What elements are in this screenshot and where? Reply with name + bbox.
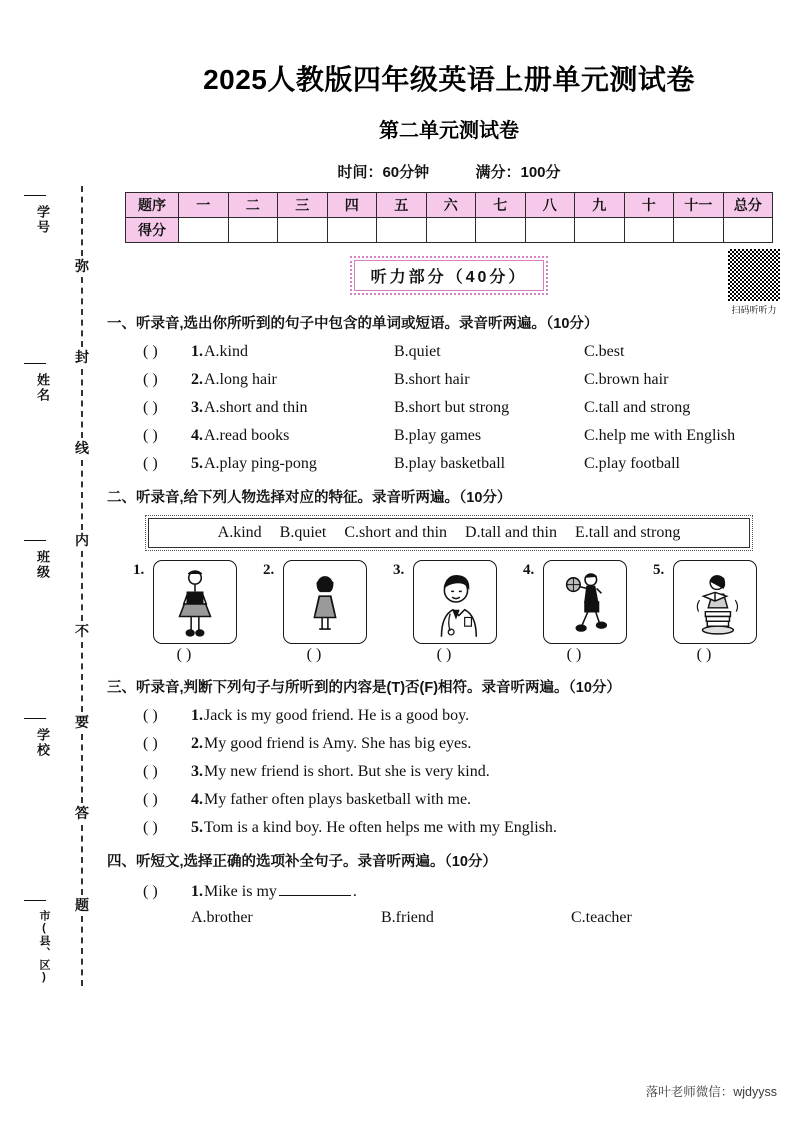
small-girl-icon <box>296 567 354 637</box>
score-col-4: 四 <box>327 193 377 218</box>
question-text-after-blank: . <box>352 883 357 901</box>
question-number: 3. <box>191 399 203 417</box>
question-number: 4. <box>191 790 203 808</box>
margin-rule <box>24 540 46 541</box>
answer-paren[interactable]: ( ) <box>143 371 158 389</box>
picture-answer-paren[interactable]: ( ) <box>436 645 452 663</box>
section-heading-3: 三、听录音,判断下列句子与所听到的内容是(T)否(F)相符。录音听两遍。（10分） <box>107 679 621 696</box>
bank-option-b[interactable]: B.quiet <box>279 523 327 541</box>
picture-index: 2. <box>263 561 275 578</box>
page-subtitle: 第二单元测试卷 <box>379 120 519 142</box>
bank-option-a[interactable]: A.kind <box>217 523 262 541</box>
margin-rule <box>24 363 46 364</box>
picture-frame <box>283 560 367 644</box>
question-row <box>105 880 793 902</box>
answer-paren[interactable]: ( ) <box>143 706 158 724</box>
question-number: 1. <box>191 883 203 901</box>
score-col-9: 九 <box>575 193 625 218</box>
seal-char: 不 <box>75 622 89 639</box>
question-row <box>105 398 793 418</box>
picture-answer-paren[interactable]: ( ) <box>306 645 322 663</box>
score-col-1: 一 <box>179 193 229 218</box>
listening-banner-row <box>105 260 793 315</box>
time-limit-label: 时间：60分钟 <box>337 164 430 181</box>
picture-item <box>133 560 253 664</box>
score-table-row-label: 得分 <box>126 218 179 243</box>
question-number: 5. <box>191 818 203 836</box>
option-a[interactable]: A.long hair <box>204 371 277 389</box>
seal-char: 答 <box>75 805 89 822</box>
score-col-3: 三 <box>278 193 328 218</box>
score-cell-10[interactable] <box>624 218 674 243</box>
score-cell-9[interactable] <box>575 218 625 243</box>
bank-option-e[interactable]: E.tall and strong <box>575 523 681 541</box>
option-a[interactable]: A.kind <box>204 343 248 361</box>
picture-item <box>523 560 643 664</box>
answer-paren[interactable]: ( ) <box>143 883 158 901</box>
question-row <box>105 762 793 782</box>
option-a[interactable]: A.brother <box>191 909 253 927</box>
answer-paren[interactable]: ( ) <box>143 734 158 752</box>
question-text: My good friend is Amy. She has big eyes. <box>204 734 472 752</box>
question-number: 1. <box>191 706 203 724</box>
answer-blank[interactable] <box>279 880 351 896</box>
option-c[interactable]: C.best <box>584 343 625 361</box>
score-cell-7[interactable] <box>476 218 526 243</box>
answer-paren[interactable]: ( ) <box>143 399 158 417</box>
footer-watermark: 落叶老师微信：wjdyyss <box>645 1085 777 1099</box>
answer-paren[interactable]: ( ) <box>143 790 158 808</box>
option-bank-box <box>148 518 750 548</box>
picture-question-row <box>133 560 793 664</box>
score-cell-6[interactable] <box>426 218 476 243</box>
margin-rule <box>24 195 46 196</box>
question-row <box>105 734 793 754</box>
margin-rule <box>24 900 46 901</box>
seal-char: 要 <box>75 714 89 731</box>
score-col-11: 十一 <box>674 193 724 218</box>
picture-index: 1. <box>133 561 145 578</box>
answer-paren[interactable]: ( ) <box>143 762 158 780</box>
question-row <box>105 342 793 362</box>
score-cell-5[interactable] <box>377 218 427 243</box>
margin-label-city-county: 市(县、区) <box>38 910 50 984</box>
listening-section-banner: 听力部分（40分） <box>354 260 545 291</box>
question-row <box>105 426 793 446</box>
score-col-8: 八 <box>525 193 575 218</box>
picture-index: 3. <box>393 561 405 578</box>
score-col-2: 二 <box>228 193 278 218</box>
option-b[interactable]: B.quiet <box>394 343 441 361</box>
score-cell-3[interactable] <box>278 218 328 243</box>
score-col-5: 五 <box>377 193 427 218</box>
answer-paren[interactable]: ( ) <box>143 343 158 361</box>
score-col-6: 六 <box>426 193 476 218</box>
option-b[interactable]: B.friend <box>381 909 434 927</box>
question-text: Tom is a kind boy. He often helps me with my English. <box>204 818 557 836</box>
seal-char: 题 <box>75 896 89 913</box>
seal-char: 弥 <box>75 257 89 274</box>
option-b[interactable]: B.play games <box>394 427 482 445</box>
question-number: 5. <box>191 455 203 473</box>
option-b[interactable]: B.short hair <box>394 371 470 389</box>
score-col-total: 总分 <box>723 193 773 218</box>
table-row <box>126 218 773 243</box>
score-col-7: 七 <box>476 193 526 218</box>
option-c[interactable]: C.brown hair <box>584 371 669 389</box>
option-b[interactable]: B.short but strong <box>394 399 510 417</box>
exam-meta <box>105 161 793 182</box>
section-heading-4: 四、听短文,选择正确的选项补全句子。录音听两遍。（10分） <box>107 853 497 870</box>
margin-label-name: 姓名 <box>35 373 50 403</box>
picture-frame <box>673 560 757 644</box>
answer-paren[interactable]: ( ) <box>143 818 158 836</box>
question-text: My new friend is short. But she is very kind. <box>204 762 490 780</box>
margin-rule <box>24 718 46 719</box>
picture-answer-paren[interactable]: ( ) <box>696 645 712 663</box>
section-heading-1: 一、听录音,选出你所听到的句子中包含的单词或短语。录音听两遍。（10分） <box>107 316 599 332</box>
question-number: 4. <box>191 427 203 445</box>
option-c[interactable]: C.help me with English <box>584 427 736 445</box>
girl-reading-book-icon <box>686 567 744 637</box>
bank-option-c[interactable]: C.short and thin <box>344 523 448 541</box>
score-col-10: 十 <box>624 193 674 218</box>
picture-answer-paren[interactable]: ( ) <box>566 645 582 663</box>
seal-char: 封 <box>75 349 89 366</box>
margin-label-student-id: 学号 <box>35 205 50 235</box>
seal-char: 线 <box>75 440 89 457</box>
exam-sheet <box>105 0 793 1122</box>
section-heading-2: 二、听录音,给下列人物选择对应的特征。录音听两遍。（10分） <box>107 490 512 507</box>
margin-label-class: 班级 <box>35 550 50 580</box>
bank-option-d[interactable]: D.tall and thin <box>465 523 557 541</box>
question-text: Jack is my good friend. He is a good boy. <box>204 706 470 724</box>
picture-item <box>653 560 773 664</box>
option-a[interactable]: A.play ping-pong <box>204 455 317 473</box>
score-cell-total[interactable] <box>723 218 773 243</box>
qr-code-icon[interactable] <box>727 248 781 302</box>
margin-label-school: 学校 <box>35 728 50 758</box>
question-row <box>105 790 793 810</box>
score-table-row-label: 题序 <box>126 193 179 218</box>
qr-caption: 扫码听听力 <box>731 305 777 315</box>
picture-index: 4. <box>523 561 535 578</box>
option-a[interactable]: A.short and thin <box>204 399 308 417</box>
picture-frame <box>543 560 627 644</box>
question-row <box>105 370 793 390</box>
picture-frame <box>153 560 237 644</box>
answer-paren[interactable]: ( ) <box>143 427 158 445</box>
option-b[interactable]: B.play basketball <box>394 455 506 473</box>
score-cell-8[interactable] <box>525 218 575 243</box>
question-row <box>105 818 793 838</box>
seal-line <box>70 186 94 986</box>
tall-thin-girl-icon <box>166 567 224 637</box>
question-row <box>105 454 793 474</box>
score-table <box>125 192 773 243</box>
score-cell-11[interactable] <box>674 218 724 243</box>
question-number: 2. <box>191 734 203 752</box>
table-row <box>126 193 773 218</box>
page-title: 2025人教版四年级英语上册单元测试卷 <box>203 64 695 95</box>
option-c[interactable]: C.play football <box>584 455 680 473</box>
total-score-label: 满分：100分 <box>475 164 561 181</box>
question-number: 3. <box>191 762 203 780</box>
score-cell-1[interactable] <box>179 218 229 243</box>
picture-item <box>393 560 513 664</box>
sub-option-row <box>105 909 793 927</box>
score-cell-4[interactable] <box>327 218 377 243</box>
score-cell-2[interactable] <box>228 218 278 243</box>
question-text-before-blank: Mike is my <box>204 883 277 901</box>
option-c[interactable]: C.teacher <box>571 909 632 927</box>
doctor-man-icon <box>426 567 484 637</box>
answer-paren[interactable]: ( ) <box>143 455 158 473</box>
qr-block[interactable] <box>723 248 785 316</box>
question-number: 1. <box>191 343 203 361</box>
basketball-player-icon <box>556 567 614 637</box>
question-text: My father often plays basketball with me. <box>204 790 472 808</box>
question-row <box>105 706 793 726</box>
picture-frame <box>413 560 497 644</box>
picture-answer-paren[interactable]: ( ) <box>176 645 192 663</box>
question-number: 2. <box>191 371 203 389</box>
seal-char: 内 <box>75 531 89 548</box>
option-c[interactable]: C.tall and strong <box>584 399 691 417</box>
left-margin-column <box>0 0 105 1122</box>
option-a[interactable]: A.read books <box>204 427 290 445</box>
picture-index: 5. <box>653 561 665 578</box>
picture-item <box>263 560 383 664</box>
